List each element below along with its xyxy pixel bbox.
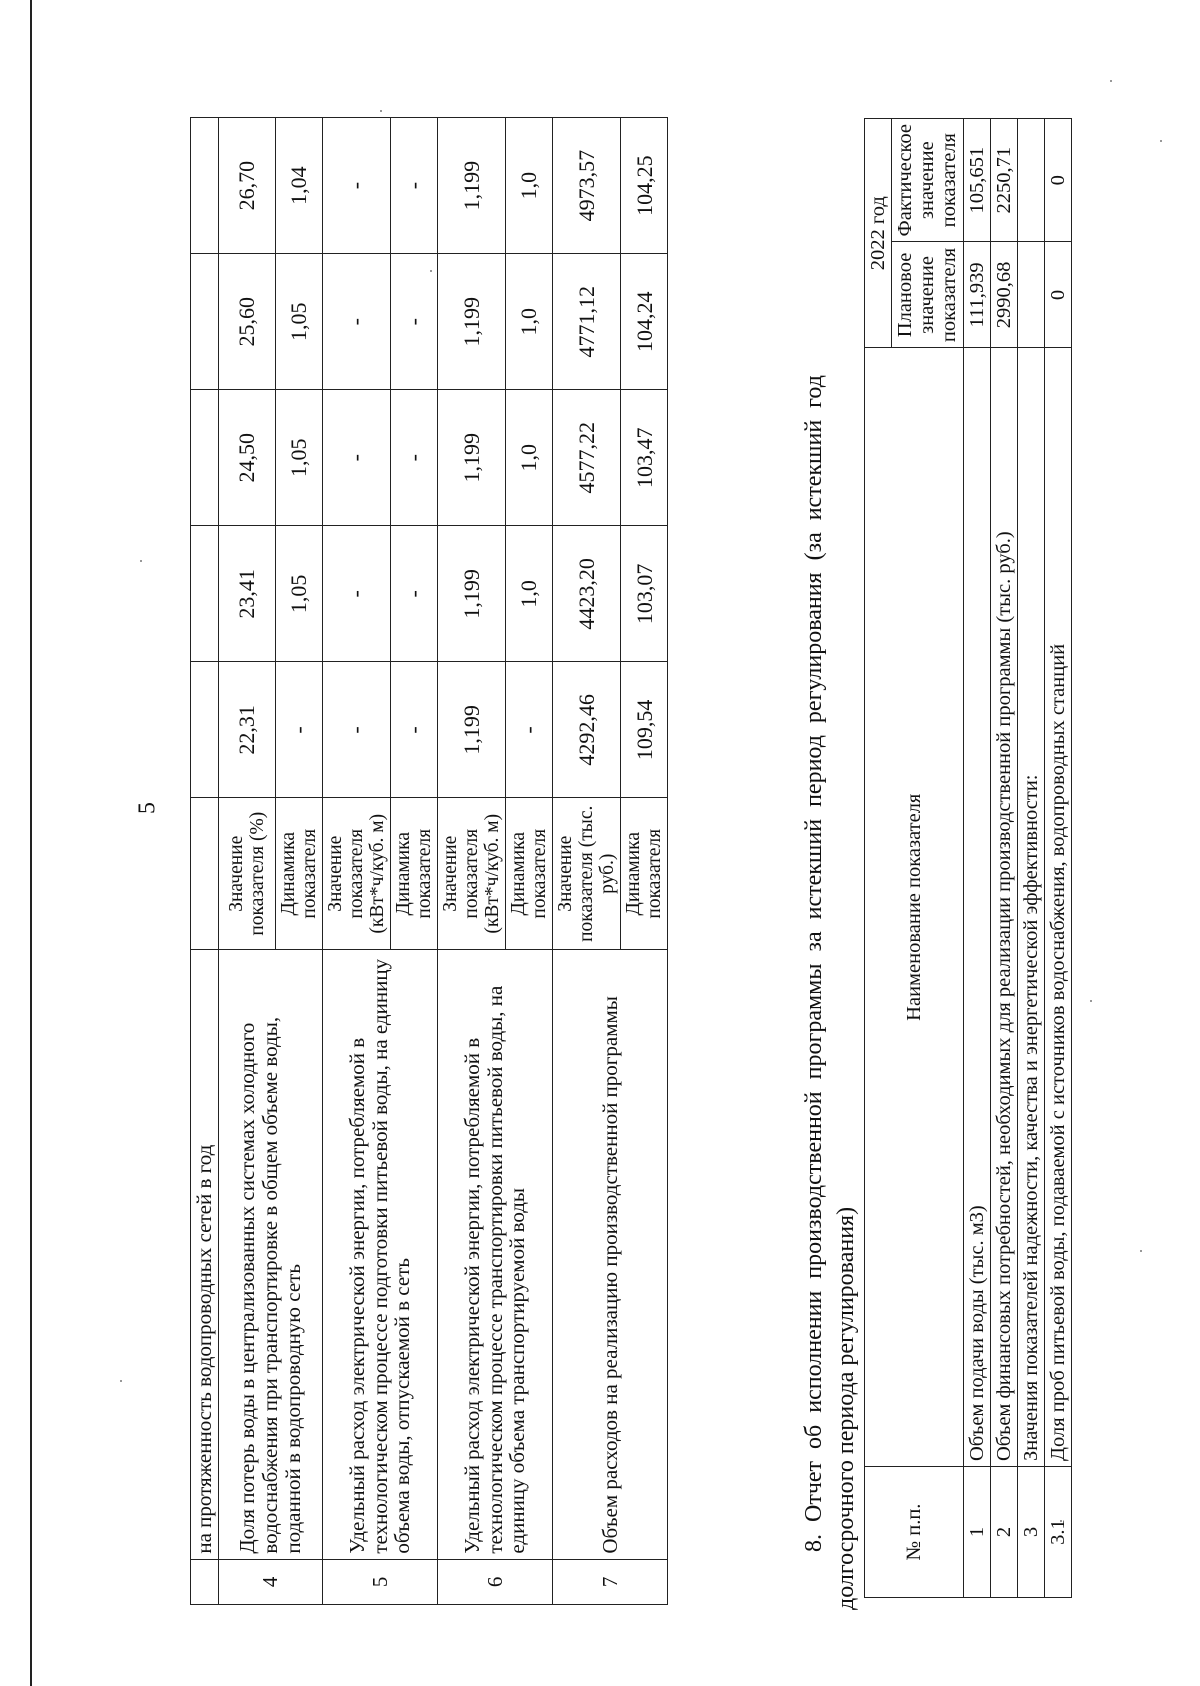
program-report-table — [864, 118, 1072, 1598]
value-cell: 26,70 — [218, 118, 275, 254]
indicators-table — [190, 117, 668, 1605]
value-cell: - — [322, 662, 390, 798]
empty-cell — [191, 798, 219, 950]
value-cell: 4577,22 — [553, 390, 621, 526]
value-cell: - — [390, 390, 437, 526]
value-cell: 103,47 — [621, 390, 668, 526]
indicator-name: Доля потерь воды в централизованных системах холодного водоснабжения при транспортировке в общем объеме воды, поданной в водопроводную сеть — [218, 950, 322, 1560]
value-cell: 1,0 — [506, 390, 553, 526]
row-number: 6 — [438, 1559, 553, 1604]
value-cell: 1,05 — [275, 390, 322, 526]
row-number: 7 — [553, 1559, 668, 1604]
header-indicator-name: Наименование показателя — [865, 348, 964, 1467]
value-cell: 1,199 — [438, 526, 506, 662]
table-row — [1044, 119, 1071, 1598]
indicator-type-label: Значение показателя (кВт*ч/куб. м) — [322, 798, 390, 950]
indicator-name: Объем подачи воды (тыс. м3) — [963, 348, 990, 1467]
table-row — [963, 119, 990, 1598]
value-cell: - — [322, 254, 390, 390]
row-number — [191, 1559, 219, 1604]
rotated-page-content — [80, 60, 1200, 1610]
row-number: 3.1 — [1044, 1467, 1071, 1598]
value-cell: 25,60 — [218, 254, 275, 390]
indicator-name: Объем финансовых потребностей, необходимых для реализации производственной программы (тыс. руб.) — [990, 348, 1017, 1467]
indicator-type-label: Значение показателя (%) — [218, 798, 275, 950]
indicators-table-body — [191, 118, 668, 1605]
row-number: 2 — [990, 1467, 1017, 1598]
value-cell: 4292,46 — [553, 662, 621, 798]
value-cell: 24,50 — [218, 390, 275, 526]
indicator-type-label: Значение показателя (тыс. руб.) — [553, 798, 621, 950]
section-8-title-line-1: 8. Отчет об исполнении производственной программы за истекший период регулирования (за истекший год — [801, 375, 827, 1552]
actual-value: 105,651 — [963, 119, 990, 242]
section-8-title-line-2: долгосрочного периода регулирования) — [833, 1206, 860, 1610]
planned-value: 2990,68 — [990, 242, 1017, 348]
empty-cell — [191, 390, 219, 526]
table-row — [1017, 119, 1044, 1598]
value-cell: 4423,20 — [553, 526, 621, 662]
value-cell: - — [506, 662, 553, 798]
row-number: 3 — [1017, 1467, 1044, 1598]
actual-value: 0 — [1044, 119, 1071, 242]
row-name: на протяженность водопроводных сетей в год — [191, 950, 219, 1560]
row-number: 4 — [218, 1559, 322, 1604]
value-cell: 103,07 — [621, 526, 668, 662]
value-cell: - — [275, 662, 322, 798]
empty-cell — [191, 526, 219, 662]
value-cell: 1,199 — [438, 390, 506, 526]
value-cell: 104,25 — [621, 118, 668, 254]
value-cell: 1,0 — [506, 254, 553, 390]
indicator-name: Доля проб питьевой воды, подаваемой с источников водоснабжения, водопроводных станций — [1044, 348, 1071, 1467]
row-number: 5 — [322, 1559, 437, 1604]
section-8-heading — [798, 110, 863, 1610]
value-cell: - — [390, 526, 437, 662]
indicator-type-label: Динамика показателя — [390, 798, 437, 950]
empty-cell — [191, 118, 219, 254]
table-row — [218, 118, 275, 1605]
value-cell: 1,0 — [506, 118, 553, 254]
value-cell: - — [322, 118, 390, 254]
value-cell: 1,199 — [438, 118, 506, 254]
page-number: 5 — [134, 802, 161, 814]
program-report-table-body — [963, 119, 1072, 1598]
row-number: 1 — [963, 1467, 990, 1598]
indicator-name: Удельный расход электрической энергии, потребляемой в технологическом процессе подготовки питьевой воды, на единицу объема воды, отпускаемой в сеть — [322, 950, 437, 1560]
actual-value: 2250,71 — [990, 119, 1017, 242]
indicator-type-label: Динамика показателя — [506, 798, 553, 950]
table-row — [553, 118, 621, 1605]
indicator-type-label: Значение показателя (кВт*ч/куб. м) — [438, 798, 506, 950]
value-cell: 1,05 — [275, 526, 322, 662]
header-num: № п.п. — [865, 1467, 964, 1598]
header-planned-value: Плановое значение показателя — [892, 242, 963, 348]
planned-value: 111,939 — [963, 242, 990, 348]
value-cell: 4771,12 — [553, 254, 621, 390]
value-cell: - — [390, 118, 437, 254]
planned-value — [1017, 242, 1044, 348]
value-cell: 1,199 — [438, 662, 506, 798]
table-row — [191, 118, 219, 1605]
value-cell: - — [390, 254, 437, 390]
table-row — [990, 119, 1017, 1598]
value-cell: 109,54 — [621, 662, 668, 798]
table-row — [438, 118, 506, 1605]
value-cell: - — [322, 526, 390, 662]
indicator-name: Значения показателей надежности, качества и энергетической эффективности: — [1017, 348, 1044, 1467]
value-cell: 1,0 — [506, 526, 553, 662]
indicator-type-label: Динамика показателя — [275, 798, 322, 950]
value-cell: 1,05 — [275, 254, 322, 390]
value-cell: 22,31 — [218, 662, 275, 798]
header-actual-value: Фактическое значение показателя — [892, 119, 963, 242]
actual-value — [1017, 119, 1044, 242]
planned-value: 0 — [1044, 242, 1071, 348]
value-cell: 1,199 — [438, 254, 506, 390]
empty-cell — [191, 254, 219, 390]
value-cell: - — [390, 662, 437, 798]
header-year: 2022 год — [865, 119, 892, 348]
value-cell: 4973,57 — [553, 118, 621, 254]
empty-cell — [191, 662, 219, 798]
value-cell: - — [322, 390, 390, 526]
indicator-name: Объем расходов на реализацию производственной программы — [553, 950, 668, 1560]
scan-left-edge-line — [30, 0, 32, 1686]
value-cell: 104,24 — [621, 254, 668, 390]
indicator-type-label: Динамика показателя — [621, 798, 668, 950]
value-cell: 23,41 — [218, 526, 275, 662]
indicator-name: Удельный расход электрической энергии, потребляемой в технологическом процессе транспортировки питьевой воды, на единицу объема транспортируемой воды — [438, 950, 553, 1560]
table-row — [322, 118, 390, 1605]
value-cell: 1,04 — [275, 118, 322, 254]
